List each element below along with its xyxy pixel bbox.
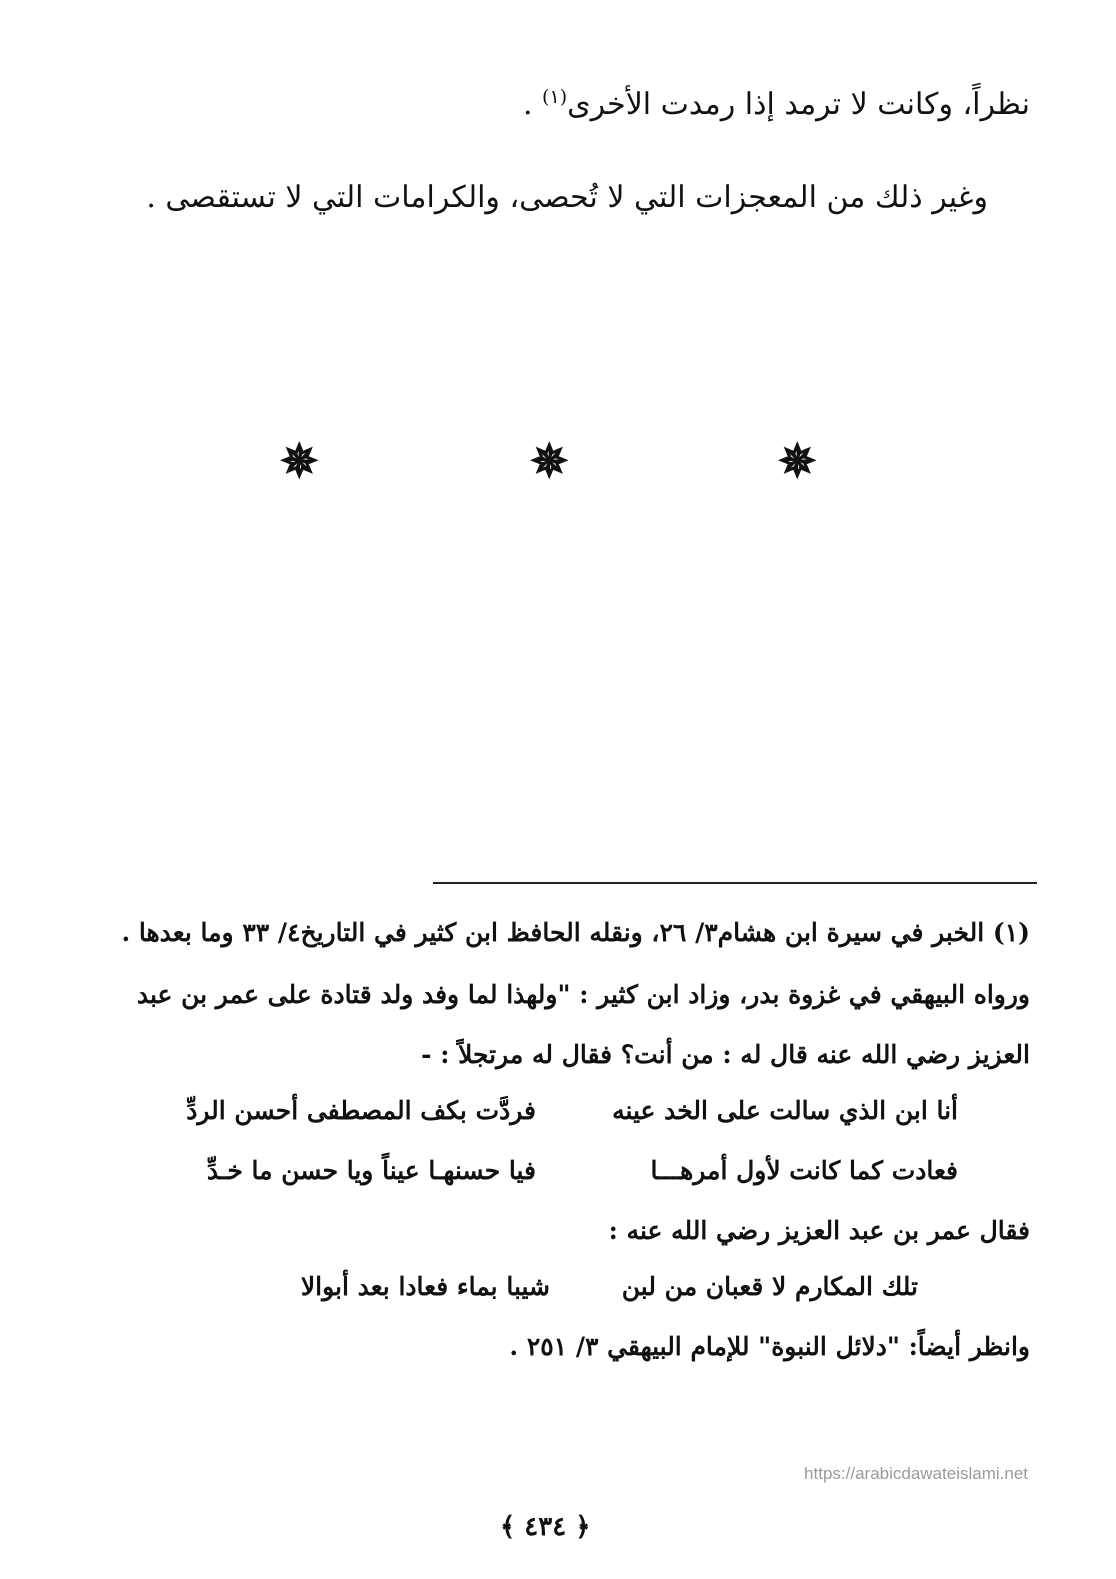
main-text-line-1	[523, 86, 1030, 122]
source-watermark[interactable]: https://arabicdawateislami.net	[804, 1464, 1028, 1483]
separator-star-center: ✵	[530, 434, 569, 488]
footnote-line-1: (١) الخبر في سيرة ابن هشام٣/ ٢٦، ونقله الحافظ ابن كثير في التاريخ٤/ ٣٣ وما بعدها .	[121, 918, 1030, 947]
verse-3-second-half: شيبا بماء فعادا بعد أبوالا	[300, 1272, 550, 1301]
footnote-line-3: العزيز رضي الله عنه قال له : من أنت؟ فقال له مرتجلاً : -	[421, 1040, 1030, 1069]
footnote-divider	[433, 882, 1037, 884]
main-text-line-1-end: .	[522, 87, 533, 122]
main-text-line-2: وغير ذلك من المعجزات التي لا تُحصى، والكرامات التي لا تستقصى .	[146, 180, 988, 215]
footnote-line-2: ورواه البيهقي في غزوة بدر، وزاد ابن كثير : "ولهذا لما وفد ولد قتادة على عمر بن عبد	[136, 980, 1030, 1009]
verse-3-first-half: تلك المكارم لا قعبان من لبن	[621, 1272, 918, 1301]
footnote-line-5: وانظر أيضاً: "دلائل النبوة" للإمام البيهقي ٣/ ٢٥١ .	[509, 1332, 1030, 1361]
main-text-line-1-body: نظراً، وكانت لا ترمد إذا رمدت الأخرى	[567, 87, 1030, 122]
footnote-line-4: فقال عمر بن عبد العزيز رضي الله عنه :	[608, 1216, 1030, 1245]
verse-2-second-half: فيا حسنهـا عيناً ويا حسن ما خـدِّ	[206, 1156, 536, 1185]
separator-star-right: ✵	[778, 434, 817, 488]
page-number: ﴿ ٤٣٤ ﴾	[500, 1512, 591, 1542]
footnote-marker[interactable]: (١)	[542, 86, 568, 108]
verse-1-first-half: أنا ابن الذي سالت على الخد عينه	[612, 1096, 958, 1125]
verse-2-first-half: فعادت كما كانت لأول أمرهـــا	[650, 1156, 958, 1185]
separator-star-left: ✵	[280, 434, 319, 488]
verse-1-second-half: فردَّت بكف المصطفى أحسن الردِّ	[186, 1096, 536, 1125]
